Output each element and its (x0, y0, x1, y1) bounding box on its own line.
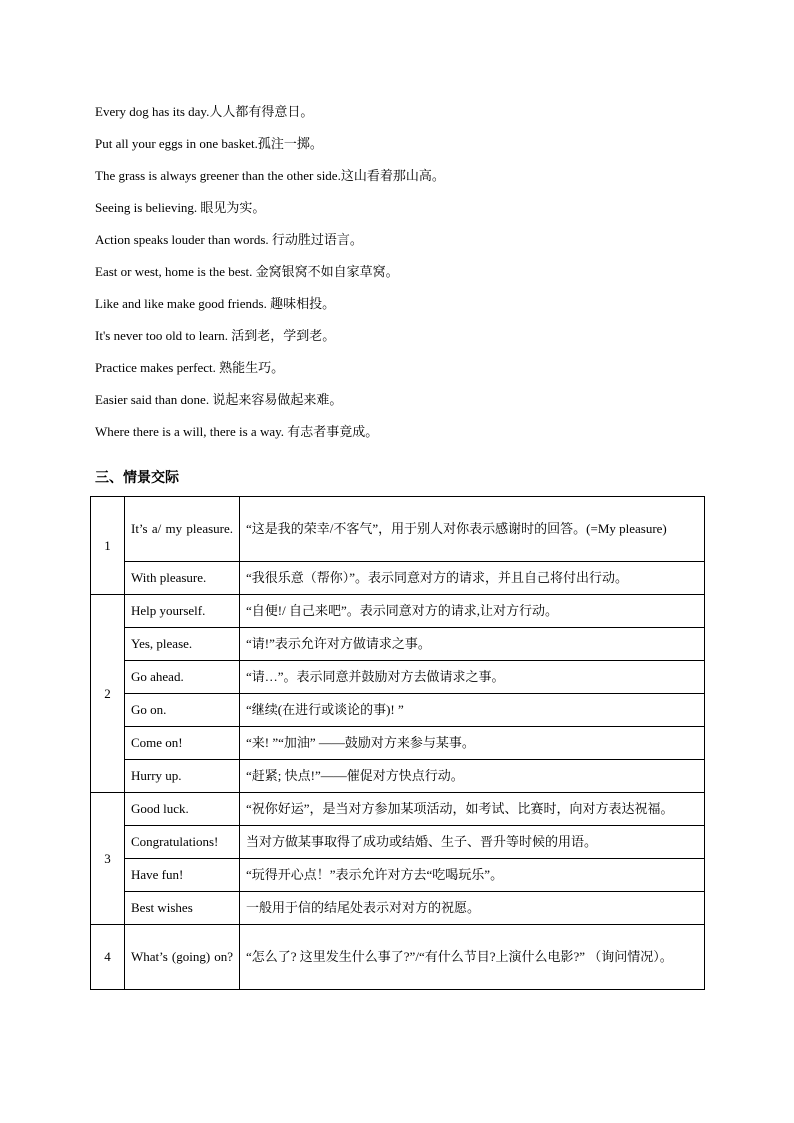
table-row (91, 628, 705, 661)
table-row (91, 727, 705, 760)
table-row (91, 826, 705, 859)
phrase-cell: Hurry up. (125, 760, 240, 793)
proverb-item: Practice makes perfect. 熟能生巧。 (95, 360, 285, 375)
meaning-cell: “继续(在进行或谈论的事)! ” (240, 694, 705, 727)
meaning-cell: “请…”。表示同意并鼓励对方去做请求之事。 (240, 661, 705, 694)
table-row (91, 793, 705, 826)
table-row (91, 694, 705, 727)
proverb-item: Seeing is believing. 眼见为实。 (95, 200, 266, 215)
proverb-item: Like and like make good friends. 趣味相投。 (95, 296, 336, 311)
section-title: 三、情景交际 (95, 470, 179, 486)
table-row (91, 925, 705, 990)
situational-dialogue-table (90, 496, 705, 990)
phrase-cell: Have fun! (125, 859, 240, 892)
phrase-cell: Go ahead. (125, 661, 240, 694)
proverb-item: Action speaks louder than words. 行动胜过语言。 (95, 232, 363, 247)
proverb-item: East or west, home is the best. 金窝银窝不如自家草窝。 (95, 264, 399, 279)
phrase-cell: Yes, please. (125, 628, 240, 661)
table-row (91, 661, 705, 694)
proverb-item: Easier said than done. 说起来容易做起来难。 (95, 392, 343, 407)
meaning-cell: “赶紧; 快点!”——催促对方快点行动。 (240, 760, 705, 793)
meaning-cell: 一般用于信的结尾处表示对对方的祝愿。 (240, 892, 705, 925)
phrase-cell: Come on! (125, 727, 240, 760)
proverb-item: The grass is always greener than the other side.这山看着那山高。 (95, 168, 445, 183)
meaning-cell: “来! ”“加油” ——鼓励对方来参与某事。 (240, 727, 705, 760)
meaning-cell: “我很乐意（帮你）”。表示同意对方的请求，并且自己将付出行动。 (240, 562, 705, 595)
meaning-cell: 当对方做某事取得了成功或结婚、生子、晋升等时候的用语。 (240, 826, 705, 859)
table-row (91, 497, 705, 562)
meaning-cell: “玩得开心点！”表示允许对方去“吃喝玩乐”。 (240, 859, 705, 892)
proverb-item: Every dog has its day.人人都有得意日。 (95, 104, 314, 119)
table-row (91, 595, 705, 628)
table-row (91, 562, 705, 595)
proverb-item: Put all your eggs in one basket.孤注一掷。 (95, 136, 323, 151)
phrase-cell: With pleasure. (125, 562, 240, 595)
table-row (91, 892, 705, 925)
meaning-cell: “自便!/ 自己来吧”。表示同意对方的请求,让对方行动。 (240, 595, 705, 628)
phrase-cell: Best wishes (125, 892, 240, 925)
table-row (91, 760, 705, 793)
group-number: 1 (91, 497, 125, 595)
meaning-cell: “这是我的荣幸/不客气”，用于别人对你表示感谢时的回答。(=My pleasure) (240, 497, 705, 562)
proverb-item: Where there is a will, there is a way. 有志者事竟成。 (95, 424, 379, 439)
proverb-list (95, 100, 715, 452)
proverb-item: It's never too old to learn. 活到老，学到老。 (95, 328, 336, 343)
meaning-cell: “请!”表示允许对方做请求之事。 (240, 628, 705, 661)
phrase-cell: Good luck. (125, 793, 240, 826)
meaning-cell: “怎么了? 这里发生什么事了?”/“有什么节目?上演什么电影?” （询问情况）。 (240, 925, 705, 990)
group-number: 4 (91, 925, 125, 990)
meaning-cell: “祝你好运”，是当对方参加某项活动，如考试、比赛时，向对方表达祝福。 (240, 793, 705, 826)
group-number: 2 (91, 595, 125, 793)
phrase-cell: Congratulations! (125, 826, 240, 859)
phrase-cell: It’s a/ my pleasure. (125, 497, 240, 562)
table-row (91, 859, 705, 892)
phrase-cell: Help yourself. (125, 595, 240, 628)
phrase-cell: What’s (going) on? (125, 925, 240, 990)
phrase-cell: Go on. (125, 694, 240, 727)
group-number: 3 (91, 793, 125, 925)
